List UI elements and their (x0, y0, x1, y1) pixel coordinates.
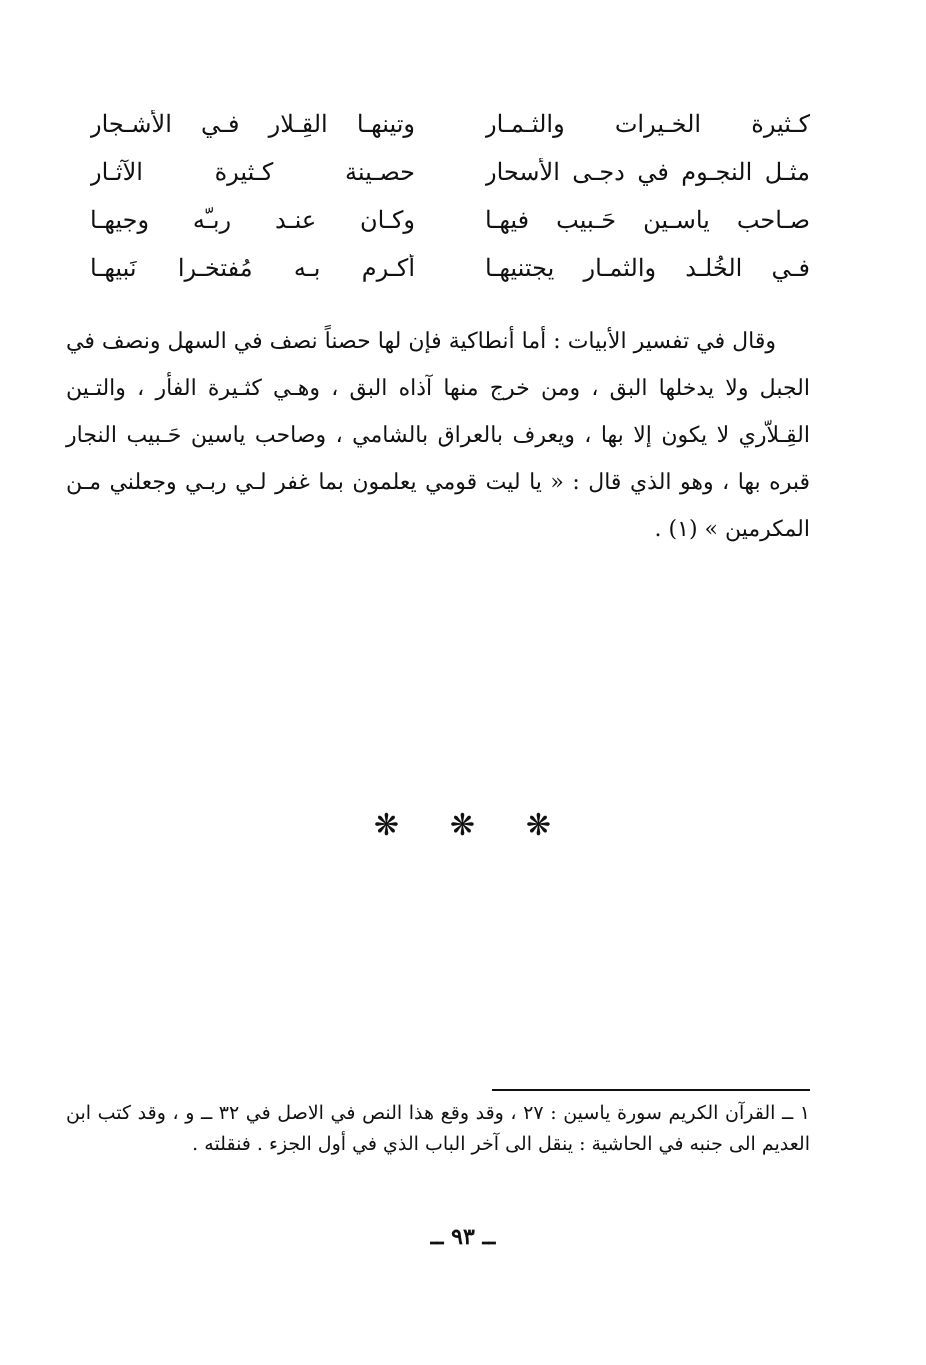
verse-first-hemistich: كـثيرة الخـيرات والثـمـار (485, 110, 810, 138)
verse-second-hemistich: حصـينة كـثيرة الآثـار (90, 158, 415, 186)
verse-second-hemistich: أكـرم بـه مُفتخـرا نَبيهـا (90, 254, 415, 282)
verse-first-hemistich: فـي الخُلـد والثمـار يجتنيهـا (485, 254, 810, 282)
star-ornament-icon: ❋ (373, 808, 399, 843)
paragraph-end: . (654, 517, 669, 542)
paragraph (66, 318, 810, 553)
star-ornament-icon: ❋ (449, 808, 475, 843)
footnote-divider (492, 1089, 810, 1091)
star-ornament-icon: ❋ (525, 808, 551, 843)
verse-second-hemistich: وتينهـا القِـلار فـي الأشـجار (90, 110, 415, 138)
verse-first-hemistich: مثـل النجـوم في دجـى الأسحار (485, 158, 810, 186)
verse-first-hemistich: صـاحب ياسـين حَـبيب فيهـا (485, 206, 810, 234)
poem (90, 100, 810, 292)
section-separator (0, 806, 926, 846)
verse (90, 148, 810, 196)
verse (90, 196, 810, 244)
footnote-text: ١ ــ القرآن الكريم سورة ياسين : ٢٧ ، وقد وقع هذا النص في الاصل في ٣٢ ــ و ، وقد كتب ابن العديم الى جنبه في الحاشية : ينقل الى آخر الباب الذي في أول الجزء . فنقلته . (66, 1102, 810, 1155)
verse-second-hemistich: وكـان عنـد ربـّه وجيهـا (90, 206, 415, 234)
footnote-reference[interactable]: (١) (668, 517, 698, 542)
verse (90, 244, 810, 292)
page-number: ــ ٩٣ ــ (430, 1224, 496, 1250)
verse (90, 100, 810, 148)
prose-paragraph (66, 318, 810, 553)
paragraph-text: وقال في تفسير الأبيات : أما أنطاكية فإن لها حصناً نصف في السهل ونصف في الجبل ولا يدخلها البق ، ومن خرج منها آذاه البق ، وهـي كثـيرة الفأر ، والتـين القِـلاّري لا يكون إلا بها ، ويعرف بالعراق بالشامي ، وصاحب ياسين حَـبيب النجار قبره بها ، وهو الذي قال : « يا ليت قومي يعلمون بما غفر لـي ربـي وجعلني مـن المكرمين » (66, 329, 810, 542)
footnote (66, 1098, 810, 1160)
